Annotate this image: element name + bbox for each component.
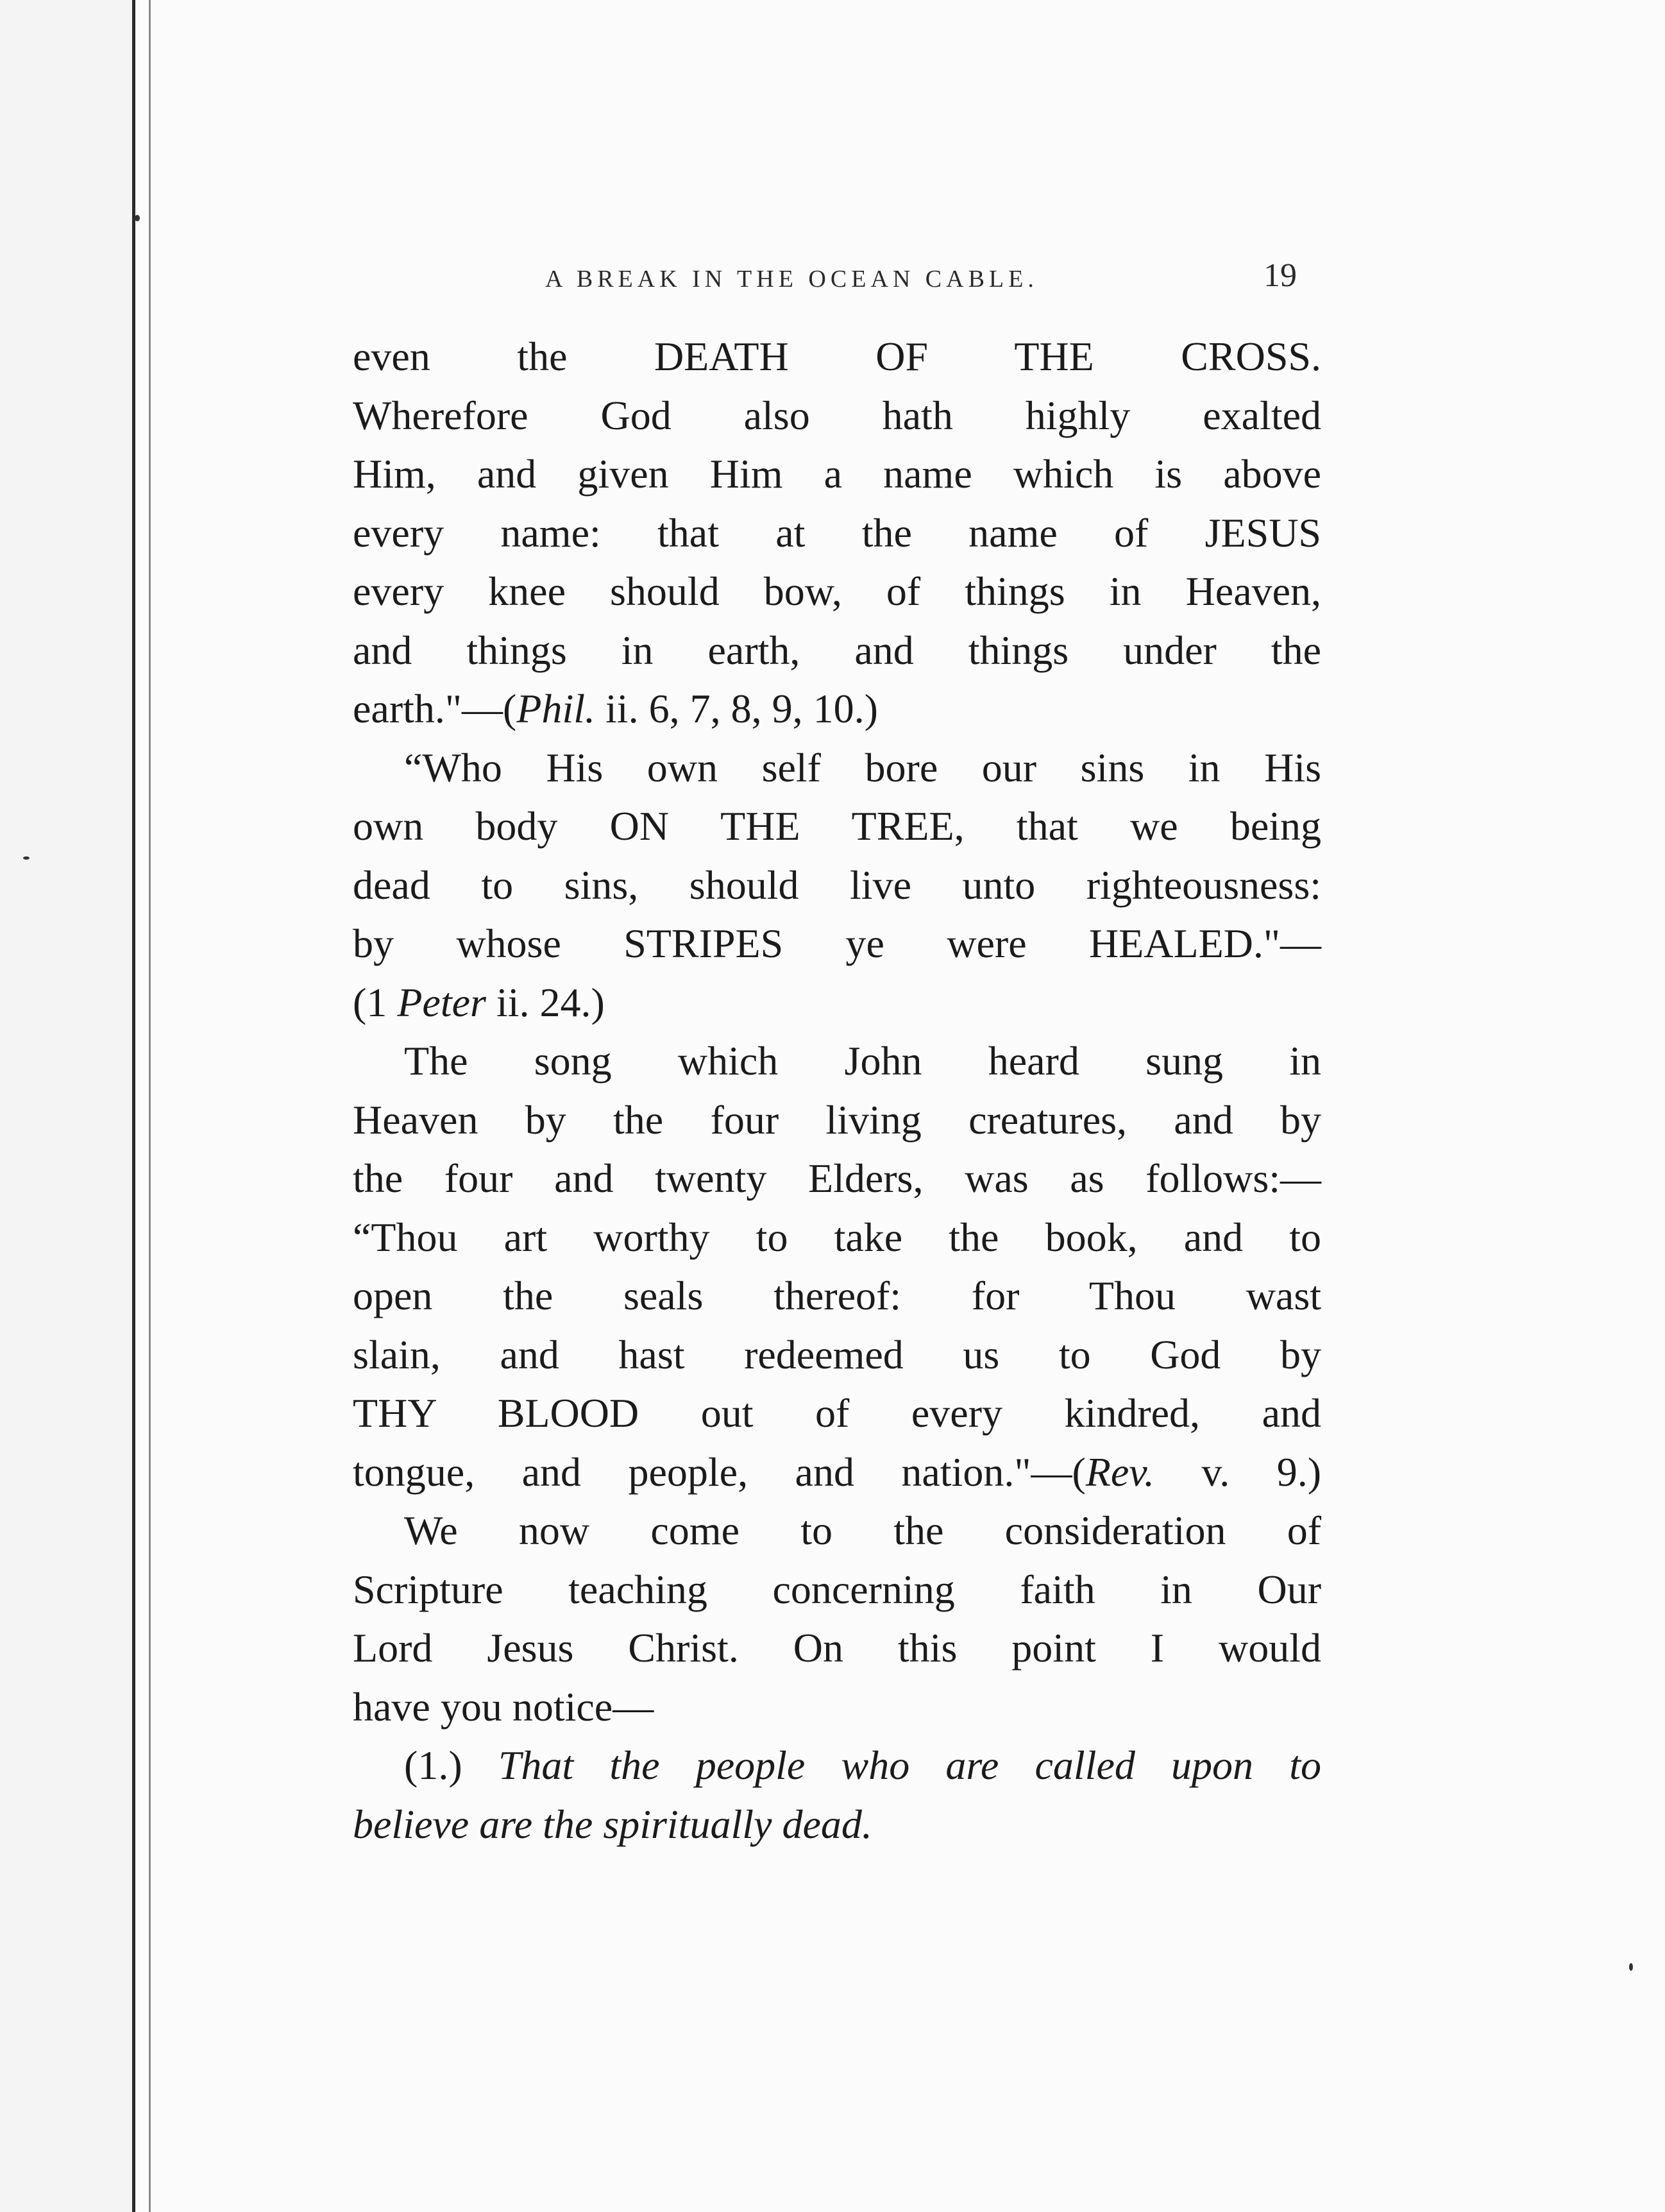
text-line-italic: believe are the spiritually dead. bbox=[353, 1801, 872, 1847]
ink-speck bbox=[1629, 1963, 1633, 1971]
text-line: have you notice— bbox=[353, 1683, 654, 1730]
text-line: “Thou art worthy to take the book, and to bbox=[353, 1214, 1321, 1260]
page-edge-line-inner bbox=[149, 0, 151, 2212]
text-line: the four and twenty Elders, was as follows:— bbox=[353, 1155, 1321, 1201]
text-line: every name: that at the name of JESUS bbox=[353, 509, 1321, 556]
page-number: 19 bbox=[1264, 257, 1297, 294]
text-line-italic: (1.) That the people who are called upon to bbox=[404, 1742, 1322, 1788]
page-edge-line bbox=[132, 0, 135, 2212]
text-line: own body ON THE TREE, that we being bbox=[353, 803, 1321, 849]
left-page-margin bbox=[0, 0, 132, 2212]
text-line: open the seals thereof: for Thou wast bbox=[353, 1273, 1321, 1318]
text-line: Scripture teaching concerning faith in Our bbox=[353, 1566, 1321, 1612]
text-line: “Who His own self bore our sins in His bbox=[404, 744, 1321, 790]
body-text bbox=[353, 327, 1321, 1853]
text-line: Heaven by the four living creatures, and by bbox=[353, 1096, 1321, 1143]
text-line: dead to sins, should live unto righteousness: bbox=[353, 862, 1321, 908]
text-line: by whose STRIPES ye were HEALED."— bbox=[353, 921, 1321, 966]
text-line: and things in earth, and things under the bbox=[353, 627, 1321, 673]
text-line: Lord Jesus Christ. On this point I would bbox=[353, 1625, 1321, 1671]
text-line: THY BLOOD out of every kindred, and bbox=[353, 1390, 1321, 1436]
text-line: even the DEATH OF THE CROSS. bbox=[353, 334, 1321, 379]
text-line: every knee should bow, of things in Heaven, bbox=[353, 568, 1321, 614]
running-head: A BREAK IN THE OCEAN CABLE. bbox=[545, 266, 1038, 293]
ink-speck bbox=[135, 215, 140, 221]
text-line-citation: tongue, and people, and nation."—(Rev. v. 9.) bbox=[353, 1449, 1322, 1495]
text-line-citation: (1 Peter ii. 24.) bbox=[353, 979, 605, 1025]
ink-speck bbox=[23, 856, 30, 860]
text-line: We now come to the consideration of bbox=[404, 1508, 1321, 1553]
text-line-citation: earth."—(Phil. ii. 6, 7, 8, 9, 10.) bbox=[353, 686, 878, 731]
text-line: slain, and hast redeemed us to God by bbox=[353, 1331, 1321, 1377]
text-line: Wherefore God also hath highly exalted bbox=[353, 392, 1321, 438]
text-line: The song which John heard sung in bbox=[404, 1038, 1321, 1084]
text-line: Him, and given Him a name which is above bbox=[353, 451, 1321, 497]
